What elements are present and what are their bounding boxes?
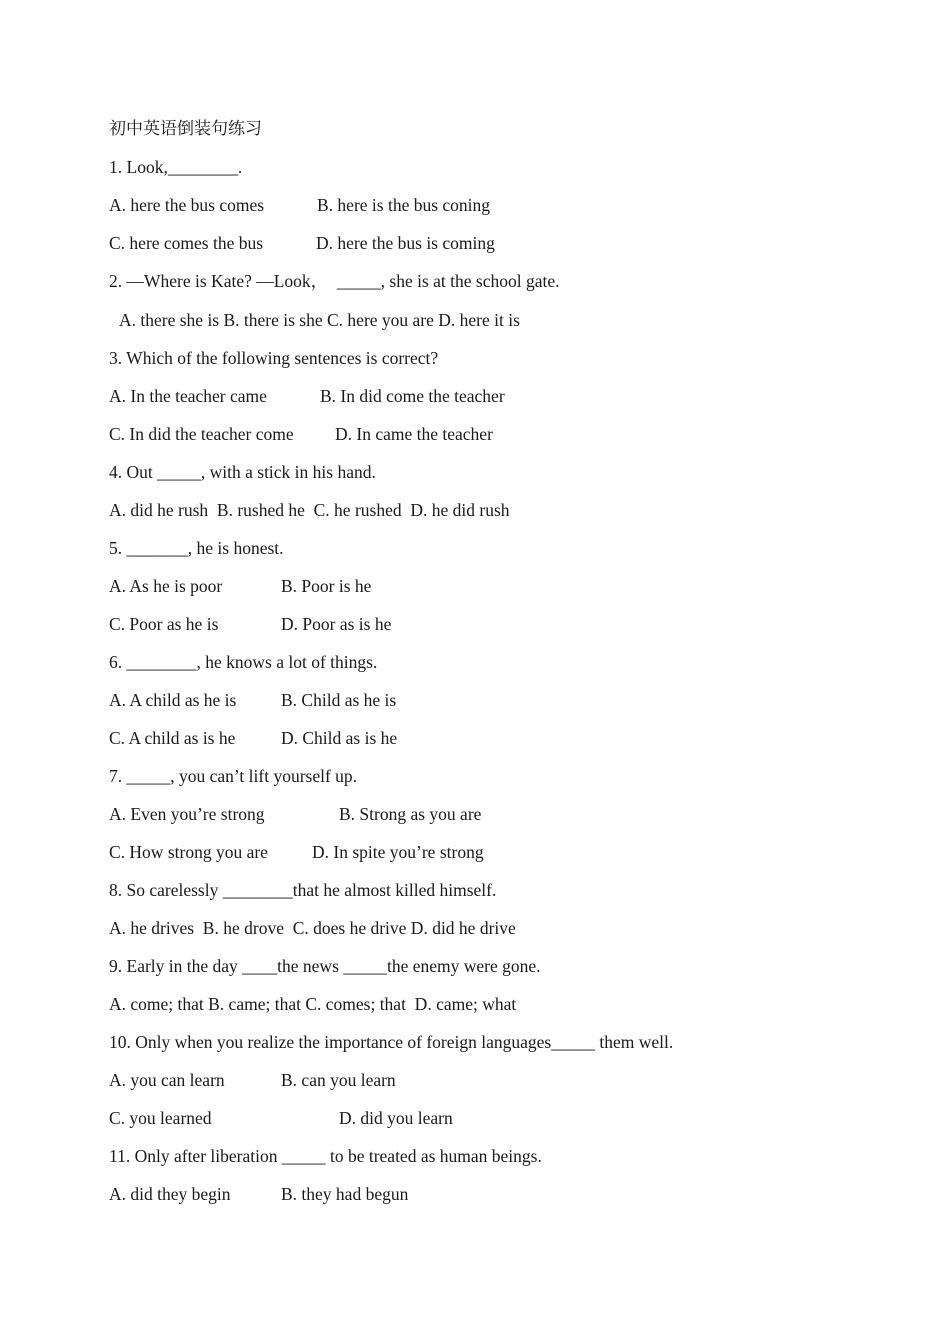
worksheet <box>109 116 869 1219</box>
question-list <box>109 154 869 1219</box>
option-text: B. Child as he is <box>281 690 397 710</box>
options-line <box>109 1181 869 1219</box>
question-line: 11. Only after liberation _____ to be treated as human beings. <box>109 1146 542 1166</box>
options-line: A. did he rush B. rushed he C. he rushed D. he did rush <box>109 500 510 520</box>
question-line: 8. So carelessly ________that he almost killed himself. <box>109 880 497 900</box>
option-text: B. can you learn <box>281 1070 396 1090</box>
options-line <box>109 1105 869 1143</box>
option-text: C. here comes the bus <box>109 233 264 253</box>
option-text: A. here the bus comes <box>109 195 265 215</box>
question-line: 9. Early in the day ____the news _____the enemy were gone. <box>109 956 541 976</box>
option-text: D. did you learn <box>339 1108 453 1128</box>
question-line: 7. _____, you can’t lift yourself up. <box>109 766 358 786</box>
option-text: A. As he is poor <box>109 576 223 596</box>
options-line <box>109 383 869 421</box>
question-line: 1. Look,________. <box>109 157 243 177</box>
option-text: A. you can learn <box>109 1070 225 1090</box>
option-text: D. In spite you’re strong <box>312 842 484 862</box>
option-text: B. Strong as you are <box>339 804 482 824</box>
options-line <box>109 230 869 268</box>
option-text: A. did they begin <box>109 1184 231 1204</box>
question-line: 10. Only when you realize the importance of foreign languages_____ them well. <box>109 1032 674 1052</box>
option-text: C. Poor as he is <box>109 614 219 634</box>
option-text: D. Poor as is he <box>281 614 392 634</box>
options-line <box>109 421 869 459</box>
option-text: B. here is the bus coning <box>317 195 491 215</box>
question-line: 2. —Where is Kate? —Look， _____, she is at the school gate. <box>109 271 560 291</box>
option-text: B. In did come the teacher <box>320 386 505 406</box>
options-line <box>109 687 869 725</box>
page-title: 初中英语倒装句练习 <box>109 119 262 139</box>
option-text: D. In came the teacher <box>335 424 493 444</box>
option-text: D. Child as is he <box>281 728 398 748</box>
options-line <box>109 801 869 839</box>
question-line: 6. ________, he knows a lot of things. <box>109 652 378 672</box>
option-text: A. In the teacher came <box>109 386 267 406</box>
question-line: 4. Out _____, with a stick in his hand. <box>109 462 376 482</box>
options-line <box>109 192 869 230</box>
option-text: B. they had begun <box>281 1184 409 1204</box>
question-line: 5. _______, he is honest. <box>109 538 284 558</box>
options-line: A. there she is B. there is she C. here you are D. here it is <box>119 310 520 330</box>
option-text: C. A child as is he <box>109 728 236 748</box>
options-line: A. come; that B. came; that C. comes; that D. came; what <box>109 994 517 1014</box>
option-text: C. you learned <box>109 1108 212 1128</box>
options-line <box>109 1067 869 1105</box>
options-line <box>109 839 869 877</box>
options-line <box>109 725 869 763</box>
option-text: A. A child as he is <box>109 690 237 710</box>
option-text: D. here the bus is coming <box>316 233 495 253</box>
options-line: A. he drives B. he drove C. does he drive D. did he drive <box>109 918 516 938</box>
options-line <box>109 611 869 649</box>
option-text: B. Poor is he <box>281 576 372 596</box>
option-text: A. Even you’re strong <box>109 804 265 824</box>
option-text: C. How strong you are <box>109 842 268 862</box>
question-line: 3. Which of the following sentences is correct? <box>109 348 439 368</box>
options-line <box>109 573 869 611</box>
option-text: C. In did the teacher come <box>109 424 294 444</box>
